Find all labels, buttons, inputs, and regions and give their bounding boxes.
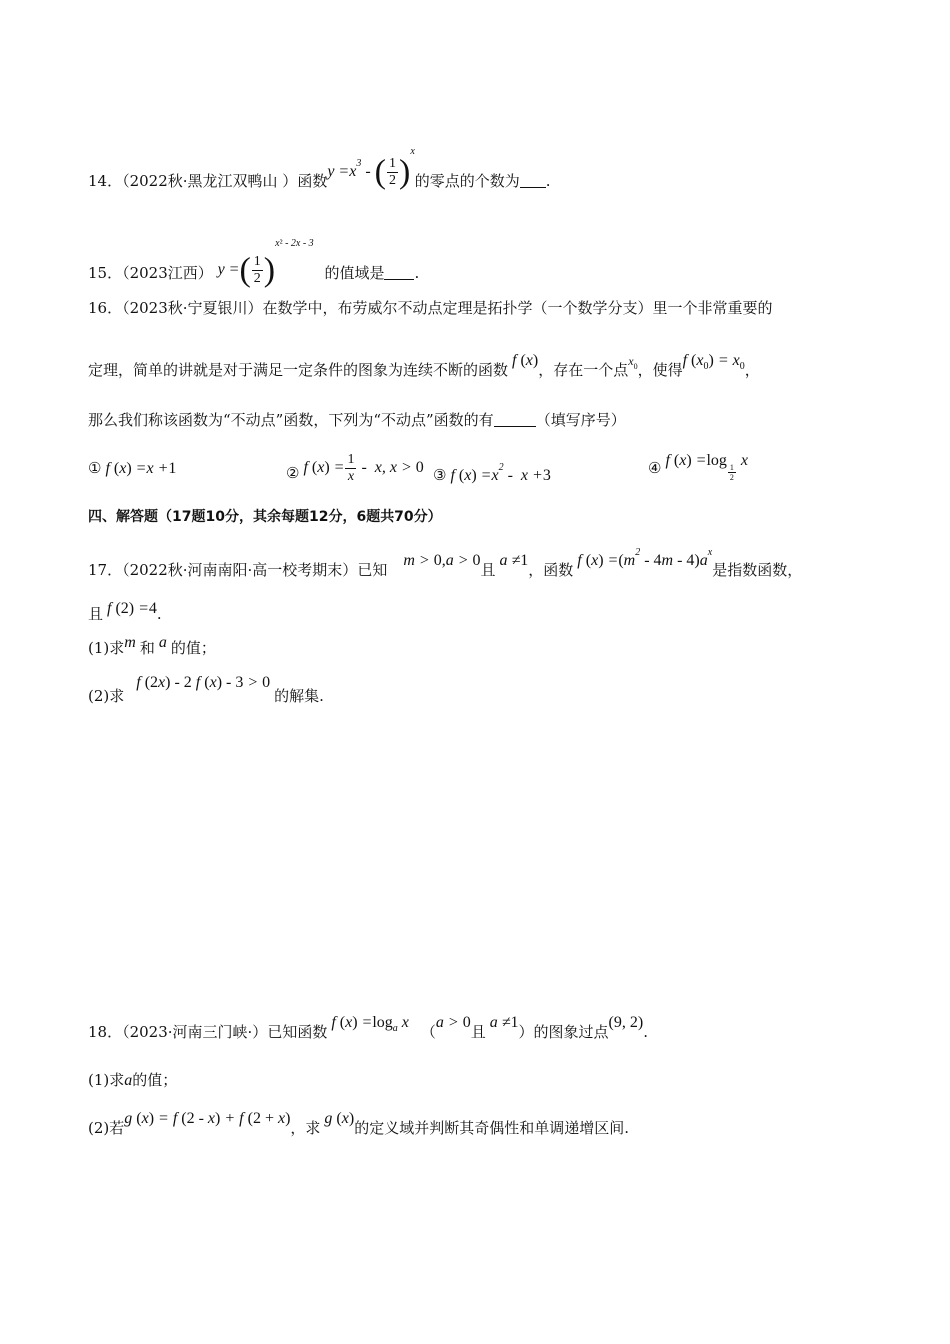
q16-option-3-mark: ③ [433, 466, 447, 484]
q18-text-4: ）的图象过点 [518, 1023, 609, 1041]
q18-gx: g (x) [320, 1110, 355, 1127]
q15-text-after: 的值域是 [324, 264, 385, 282]
question-17-line-2 [88, 600, 162, 625]
q15-number: 15． [88, 264, 123, 282]
section-4-title: 四、解答题（17题10分，其余每题12分，6题共70分） [88, 509, 442, 525]
q18-condition-1: a > 0 [435, 1014, 471, 1031]
q17-text-2: 且 [480, 561, 496, 579]
q16-option-2-mark: ② [286, 464, 300, 483]
q17-part-1-label: (1)求 [88, 639, 125, 657]
question-17-part-1 [88, 634, 216, 659]
q16-line-1-text: 在数学中，布劳威尔不动点定理是拓扑学（一个数学分支）里一个非常重要的 [262, 299, 773, 317]
q18-part-2-mid: ，求 [290, 1119, 321, 1137]
q16-option-1-mark: ① [88, 459, 102, 477]
q17-text-4: 是指数函数， [712, 561, 803, 579]
q15-source: （2023江西） [122, 264, 213, 282]
q16-answer-blank [494, 412, 536, 427]
q16-line-2d: ， [744, 361, 760, 379]
q16-line-3b: （填写序号） [535, 411, 626, 429]
q17-text-1: 已知 [357, 561, 388, 579]
question-16-line-1 [88, 298, 773, 318]
q14-formula: $y =x^3$ - ( $\frac{1}{2}$ )$^x$ [327, 146, 415, 191]
q16-line-2c: ，使得 [637, 361, 683, 379]
q17-number: 17． [88, 561, 123, 579]
q14-text-after: 的零点的个数为 [414, 172, 520, 190]
q17-condition-2: a ≠1 [495, 552, 529, 569]
q14-answer-blank [520, 173, 546, 188]
question-18-part-2 [88, 1110, 629, 1139]
question-18-part-1 [88, 1070, 177, 1091]
question-17-part-2 [88, 674, 324, 707]
q16-source: （2023秋·宁夏银川） [122, 299, 263, 317]
q18-part-1-end: 的值； [132, 1071, 178, 1089]
q17-inequality: f (2x) - 2 f (x) - 3 > 0 [136, 674, 271, 691]
q15-answer-blank [384, 265, 414, 280]
q16-option-4-mark: ④ [648, 459, 662, 477]
q17-condition-1: m > 0,a > 0 [403, 552, 481, 569]
q17-source: （2022秋·河南南阳·高一校考期末） [122, 561, 358, 579]
q18-a: a [124, 1072, 133, 1089]
q17-end: . [156, 605, 162, 623]
q14-text: 函数 [297, 172, 328, 190]
q16-fx0-eq-x0: f $(x_0) = x_0$ [682, 352, 745, 372]
q18-text-2: （ [420, 1023, 436, 1041]
q18-end: . [643, 1023, 648, 1041]
q17-m: m [124, 634, 140, 651]
question-18-line-1 [88, 1014, 648, 1049]
q18-part-2-end: 的定义域并判断其奇偶性和单调递增区间. [354, 1119, 629, 1137]
q16-option-2: ② f (x) = $\frac{1}{x}$ - x, x > 0 [286, 452, 424, 484]
q17-function: f $(x) =(m^2 - 4m - 4)a^x$ [573, 547, 713, 569]
q18-part-1-label: (1)求 [88, 1071, 125, 1089]
q17-text-5: 且 [88, 605, 104, 623]
q14-source: （2022秋·黑龙江双鸭山 ） [122, 172, 298, 190]
q17-part-1-and: 和 [139, 639, 155, 657]
question-16-line-2 [88, 352, 760, 387]
q16-fx: f (x) [508, 352, 539, 369]
q17-part-2-end: 的解集. [274, 687, 324, 705]
q14-number: 14． [88, 172, 123, 190]
q18-g-definition: g (x) = f (2 - x) + f (2 + x) [124, 1110, 291, 1127]
question-16-line-3 [88, 410, 626, 430]
q18-number: 18． [88, 1023, 123, 1041]
q17-text-3: ，函数 [528, 561, 574, 579]
q18-function: f $(x) =\log_a$ x [327, 1014, 413, 1034]
q16-line-2b: ，存在一个点 [538, 361, 629, 379]
q18-point: (9, 2) [608, 1014, 644, 1031]
q16-line-3a: 那么我们称该函数为“不动点”函数，下列为“不动点”函数的有 [88, 411, 494, 429]
q18-part-2-label: (2)若 [88, 1119, 125, 1137]
q18-text-1: 已知函数 [267, 1023, 328, 1041]
q17-f2-eq-4: f (2) =4 [103, 600, 157, 617]
q18-source: （2023·河南三门峡·） [122, 1023, 268, 1041]
q17-a: a [154, 634, 171, 651]
q15-end: . [414, 264, 420, 282]
q14-end: . [545, 172, 551, 190]
q18-condition-2: a ≠1 [485, 1014, 519, 1031]
q16-number: 16． [88, 299, 123, 317]
q16-option-1: ① f (x) =x +1 [88, 459, 177, 477]
q16-line-2a: 定理，简单的讲就是对于满足一定条件的图象为连续不断的函数 [88, 361, 509, 379]
q17-part-1-end: 的值； [170, 639, 216, 657]
question-15 [88, 238, 419, 291]
q17-part-2-label: (2)求 [88, 687, 125, 705]
question-17-line-1 [88, 547, 803, 581]
q15-formula: y =( $\frac{1}{2}$ )$^{x^2 - 2x - 3}$ [217, 238, 314, 289]
question-14 [88, 146, 551, 199]
q16-x0: x0 [628, 354, 638, 371]
q16-option-4: ④ f (x) =log $_{\frac{1}{2}}$ x [648, 452, 749, 483]
q16-option-3: ③ f $(x) =x^2 - x +3$ [433, 462, 551, 484]
q18-text-3: 且 [470, 1023, 486, 1041]
